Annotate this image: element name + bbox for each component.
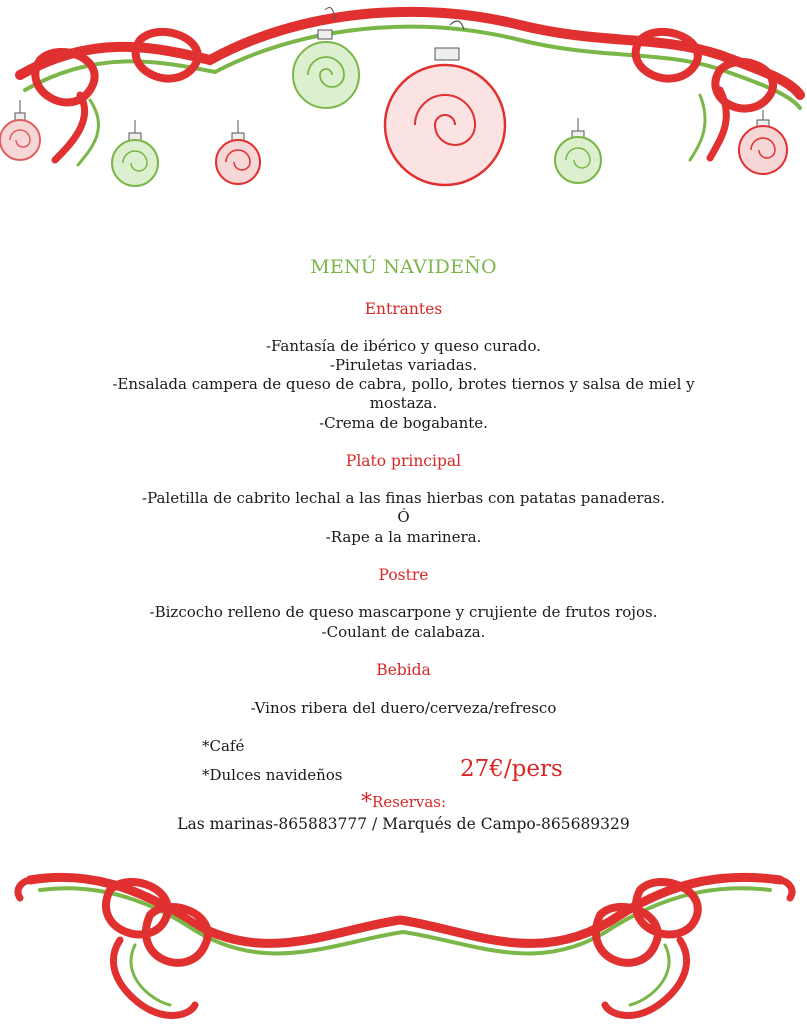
reservas-heading [0, 790, 807, 815]
bottom-ribbon-garland [0, 860, 807, 1024]
christmas-ornament-icon [739, 110, 787, 174]
dish-item: -Paletilla de cabrito lechal a las finas hierbas con patatas panaderas. [142, 489, 665, 507]
dish-item: -Piruletas variadas. [329, 356, 478, 374]
dish-item: -Bizcocho relleno de queso mascarpone y crujiente de frutos rojos. [149, 603, 658, 621]
price-label: 27€/pers [460, 756, 563, 782]
asterisk-icon: * [360, 790, 372, 815]
contact-phones: Las marinas-865883777 / Marqués de Campo-865689329 [177, 815, 630, 833]
section-heading-entrantes: Entrantes [364, 300, 443, 318]
red-ribbon-end-left [18, 880, 30, 898]
top-ribbon-garland [0, 0, 807, 200]
dish-item: -Rape a la marinera. [325, 528, 482, 546]
dish-item: -Fantasía de ibérico y queso curado. [265, 337, 542, 355]
dish-item: -Vinos ribera del duero/cerveza/refresco [250, 699, 557, 717]
christmas-ornament-icon [216, 120, 260, 184]
red-ribbon-end-right [780, 880, 792, 898]
christmas-ornament-icon [385, 21, 505, 185]
dish-item: -Crema de bogabante. [319, 414, 488, 432]
christmas-ornament-icon [112, 120, 158, 186]
section-heading-postre: Postre [378, 566, 429, 584]
dish-item: -Ensalada campera de queso de cabra, pollo, brotes tiernos y salsa de miel y [112, 375, 695, 393]
extra-item: *Dulces navideños [202, 766, 343, 784]
christmas-ornament-icon [555, 118, 601, 183]
dish-item: mostaza. [369, 394, 438, 412]
section-heading-principal: Plato principal [345, 452, 462, 470]
menu-title: MENÚ NAVIDEÑO [310, 256, 497, 278]
christmas-ornament-icon [0, 100, 40, 160]
green-ribbon-tail-right [690, 95, 705, 160]
dish-item: Ó [397, 508, 410, 526]
dish-item: -Coulant de calabaza. [321, 623, 486, 641]
extra-item: *Café [202, 737, 245, 755]
red-ribbon-tail-bottom-right [605, 940, 687, 1015]
reservas-label: Reservas: [371, 793, 447, 811]
section-heading-bebida: Bebida [376, 661, 431, 679]
